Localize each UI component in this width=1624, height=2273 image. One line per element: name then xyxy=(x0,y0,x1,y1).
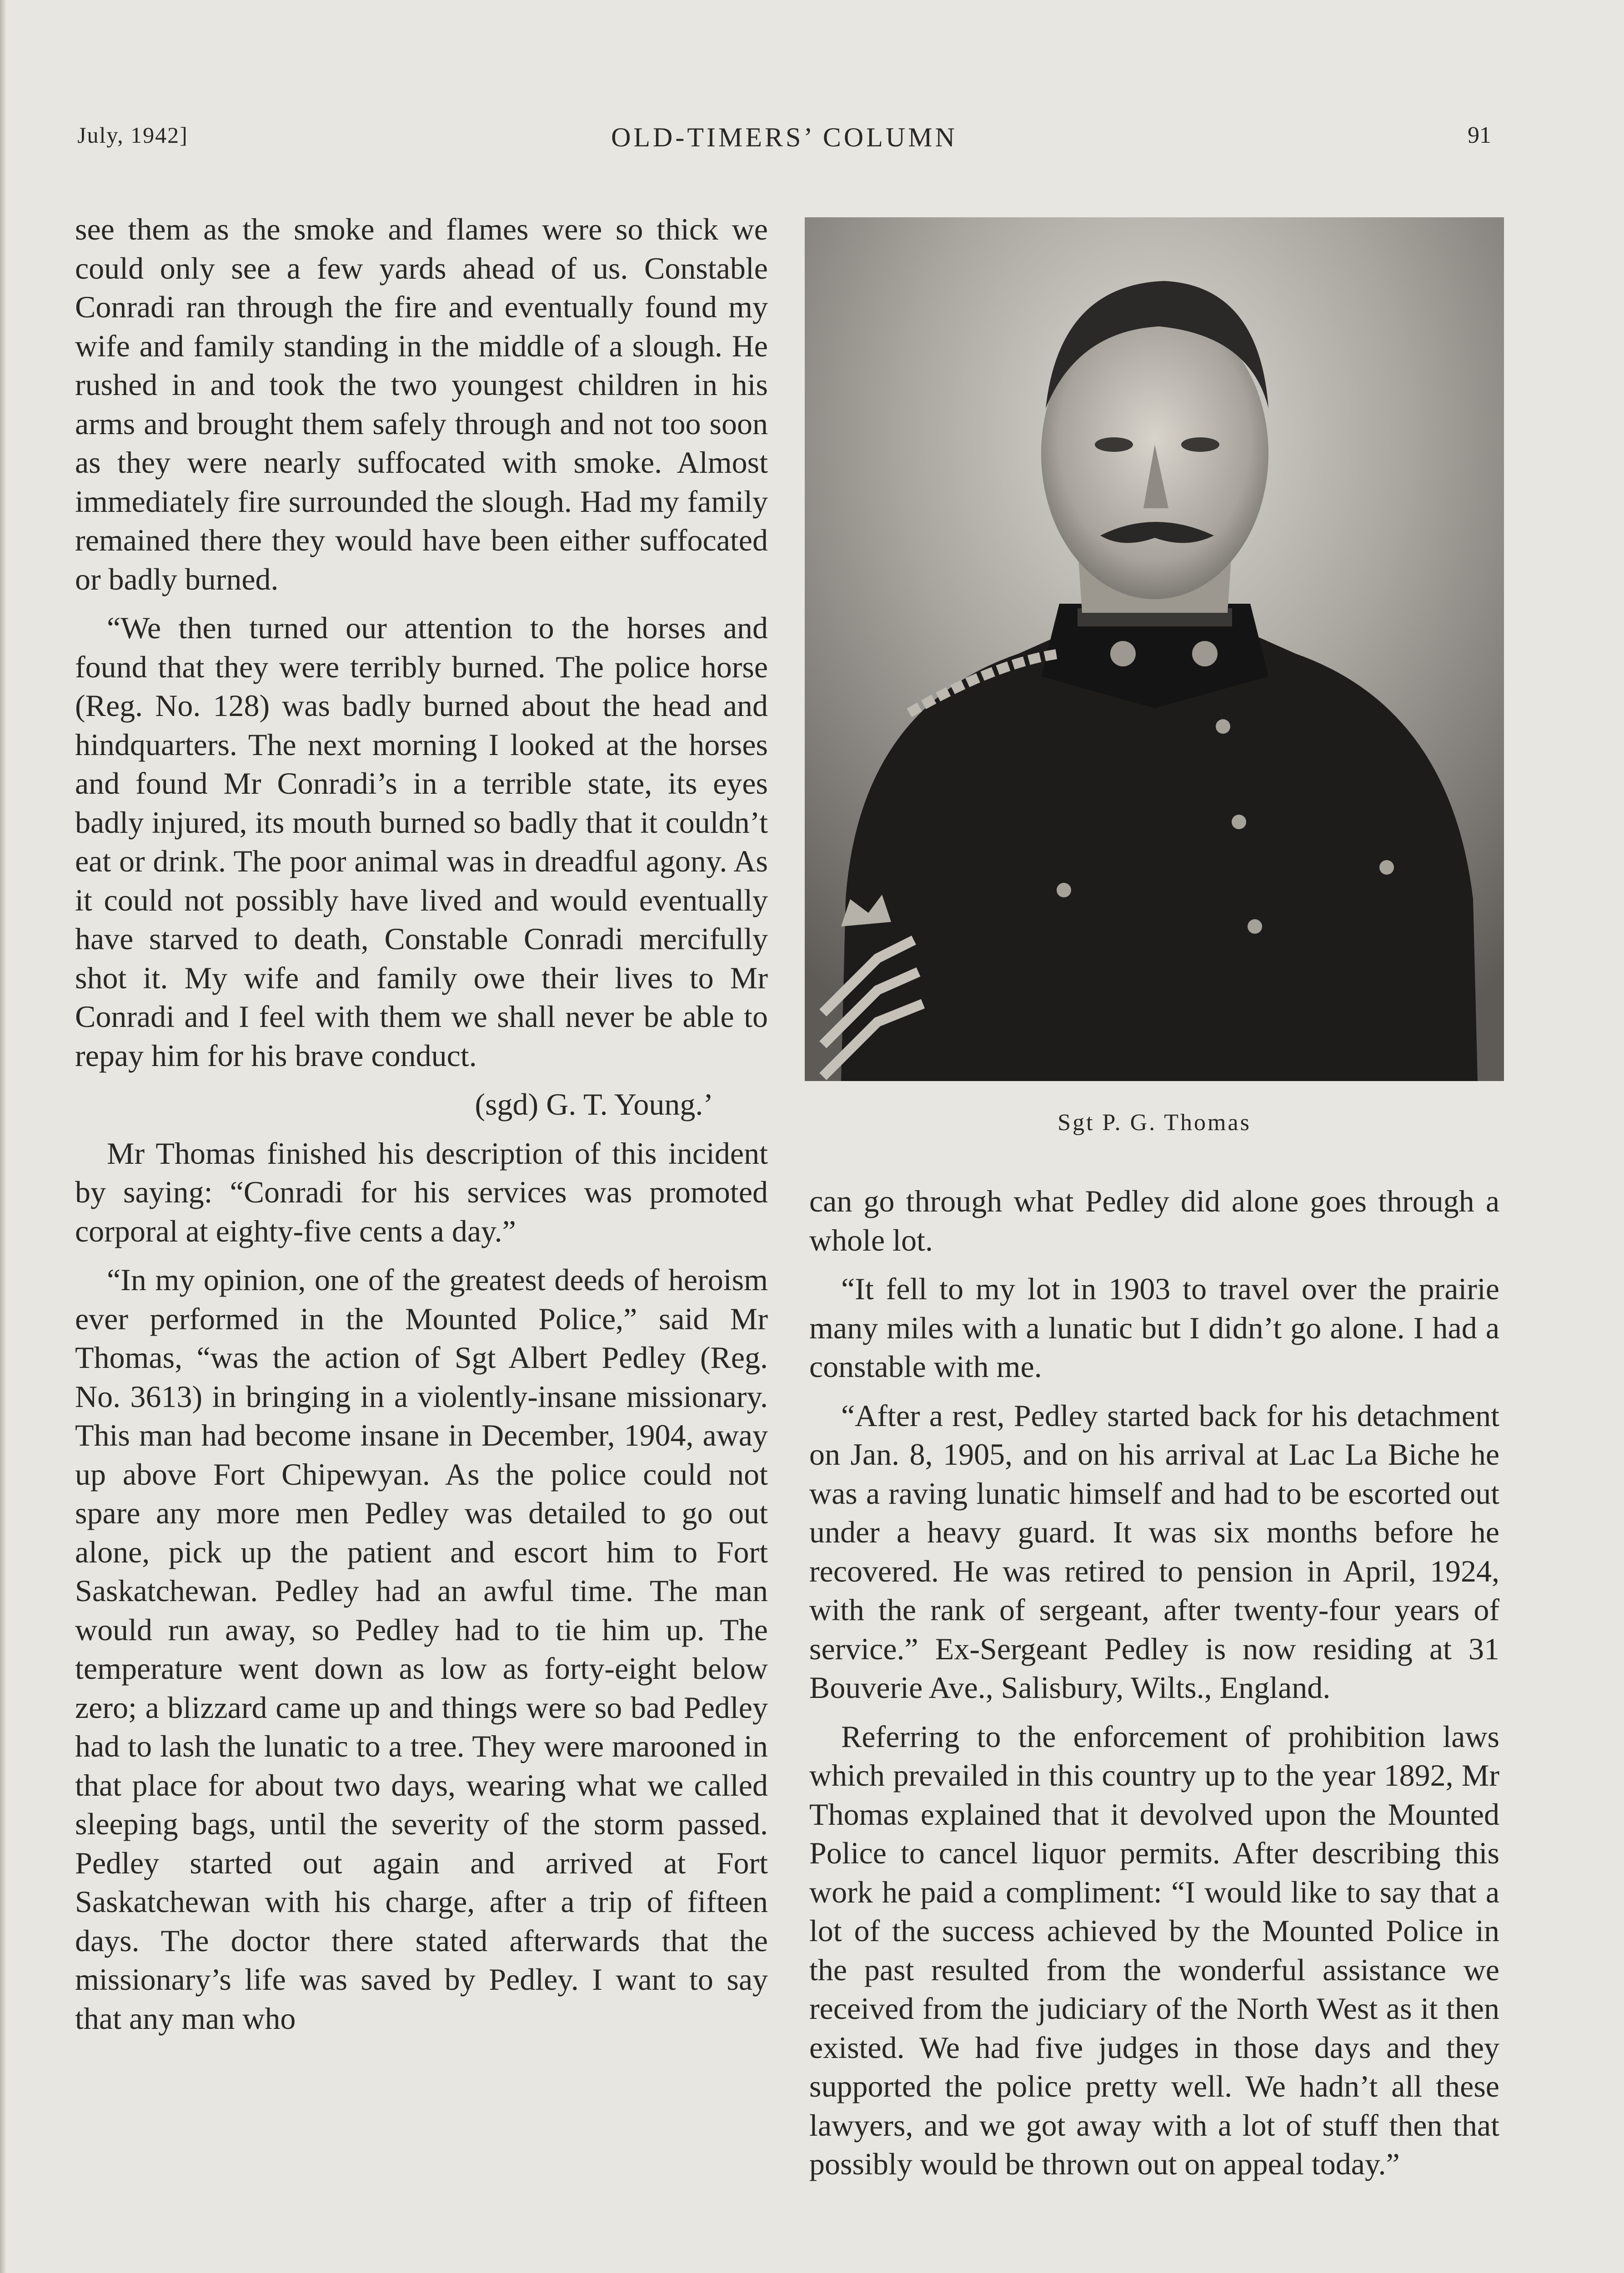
signature-line: (sgd) G. T. Young.’ xyxy=(475,1087,713,1121)
paragraph: “We then turned our attention to the horses and found that they were terribly burned. The police horse (Reg. No. 128) was badly burned about the head and hindquarters. The next morning I looked at the horses and found Mr Conradi’s in a terrible state, its eyes badly injured, its mouth burned so badly that it couldn’t eat or drink. The poor animal was in dreadful agony. As it could not possibly have lived and would eventually have starved to death, Constable Conradi mercifully shot it. My wife and family owe their lives to Mr Conradi and I feel with them we shall never be able to repay him for his brave conduct. xyxy=(75,611,768,1073)
portrait-illustration xyxy=(805,217,1504,1081)
page-edge-shadow xyxy=(0,0,6,2273)
page-number: 91 xyxy=(1468,122,1491,148)
portrait-photo xyxy=(805,217,1504,1081)
photo-caption: Sgt P. G. Thomas xyxy=(1058,1110,1251,1136)
page-header xyxy=(77,122,1491,158)
left-column xyxy=(75,210,768,2048)
right-column xyxy=(809,1182,1499,2194)
paragraph: “After a rest, Pedley started back for his detachment on Jan. 8, 1905, and on his arrival at Lac La Biche he was a raving lunatic himself and had to be escorted out under a heavy guard. It was six months before he recovered. He was retired to pension in April, 1924, with the rank of sergeant, after twenty-four years of service.” Ex-Sergeant Pedley is now residing at 31 Bouverie Ave., Salisbury, Wilts., England. xyxy=(809,1398,1499,1705)
issue-date: July, 1942] xyxy=(77,122,188,148)
paragraph: can go through what Pedley did alone goes through a whole lot. xyxy=(809,1184,1499,1257)
paragraph: see them as the smoke and flames were so thick we could only see a few yards ahead of us. Constable Conradi ran through the fire and eventually found my wife and family standing in the middle of a slough. He rushed in and took the two youngest children in his arms and brought them safely through and not too soon as they were nearly suffocated with smoke. Almost immediately fire surrounded the slough. Had my family remained there they would have been either suffocated or badly burned. xyxy=(75,212,768,596)
paragraph: Mr Thomas finished his description of this incident by saying: “Conradi for his services was promoted corporal at eighty-five cents a day.” xyxy=(75,1136,768,1248)
paragraph: Referring to the enforcement of prohibition laws which prevailed in this country up to the year 1892, Mr Thomas explained that it devolved upon the Mounted Police to cancel liquor permits. After describing this work he paid a compliment: “I would like to say that a lot of the success achieved by the Mounted Police in the past resulted from the wonderful assistance we received from the judiciary of the North West as it then existed. We had five judges in those days and they supported the police pretty well. We hadn’t all these lawyers, and we got away with a lot of stuff then that possibly would be thrown out on appeal today.” xyxy=(809,1719,1499,2181)
paragraph: “It fell to my lot in 1903 to travel over the prairie many miles with a lunatic but I didn’t go alone. I had a constable with me. xyxy=(809,1272,1499,1384)
paragraph: “In my opinion, one of the greatest deeds of heroism ever performed in the Mounted Police,” said Mr Thomas, “was the action of Sgt Albert Pedley (Reg. No. 3613) in bringing in a violently-insane missionary. This man had become insane in December, 1904, away up above Fort Chipewyan. As the police could not spare any more men Pedley was detailed to go out alone, pick up the patient and escort him to Fort Saskatchewan. Pedley had an awful time. The man would run away, so Pedley had to tie him up. The temperature went down as low as forty-eight below zero; a blizzard came up and things were so bad Pedley had to lash the lunatic to a tree. They were marooned in that place for about two days, wearing what we called sleeping bags, until the severity of the storm passed. Pedley started out again and arrived at Fort Saskatchewan with his charge, after a trip of fifteen days. The doctor there stated afterwards that the missionary’s life was saved by Pedley. I want to say that any man who xyxy=(75,1262,768,2036)
running-title: OLD-TIMERS’ COLUMN xyxy=(611,122,957,152)
